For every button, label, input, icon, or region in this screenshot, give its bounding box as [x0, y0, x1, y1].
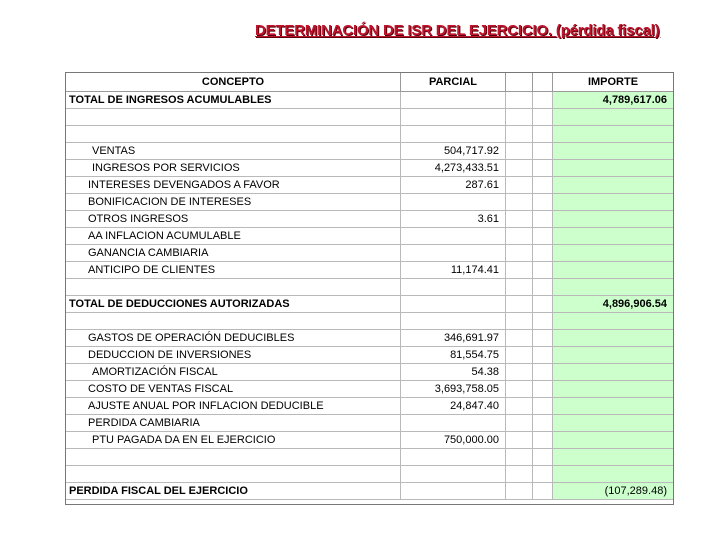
table-row	[66, 262, 674, 279]
item-label: VENTAS	[66, 143, 401, 160]
total-ingresos-row	[66, 92, 674, 109]
total-deducciones-label: TOTAL DE DEDUCCIONES AUTORIZADAS	[66, 296, 401, 313]
blank-row	[66, 313, 674, 330]
total-deducciones-value: 4,896,906.54	[553, 296, 674, 313]
table-row	[66, 415, 674, 432]
table-row	[66, 160, 674, 177]
total-deducciones-row	[66, 296, 674, 313]
header-row	[66, 73, 674, 92]
item-value: 4,273,433.51	[401, 160, 506, 177]
page-title: DETERMINACIÓN DE ISR DEL EJERCICIO. (pérdida fiscal)	[255, 22, 660, 39]
item-value: 54.38	[401, 364, 506, 381]
table-row	[66, 398, 674, 415]
item-value: 504,717.92	[401, 143, 506, 160]
table-row	[66, 432, 674, 449]
table-row	[66, 228, 674, 245]
item-value: 346,691.97	[401, 330, 506, 347]
blank-row	[66, 109, 674, 126]
item-label: AA INFLACION ACUMULABLE	[66, 228, 401, 245]
item-value	[401, 415, 506, 432]
table-row	[66, 211, 674, 228]
resultado-label: PERDIDA FISCAL DEL EJERCICIO	[66, 483, 401, 500]
table-row	[66, 194, 674, 211]
item-label: OTROS INGRESOS	[66, 211, 401, 228]
table-row	[66, 245, 674, 262]
table-row	[66, 347, 674, 364]
header-spacer	[506, 73, 533, 92]
table-row	[66, 177, 674, 194]
table-row	[66, 143, 674, 160]
item-value: 287.61	[401, 177, 506, 194]
item-value: 11,174.41	[401, 262, 506, 279]
blank-row	[66, 449, 674, 466]
item-label: PERDIDA CAMBIARIA	[66, 415, 401, 432]
item-label: INTERESES DEVENGADOS A FAVOR	[66, 177, 401, 194]
resultado-row	[66, 483, 674, 500]
item-value	[401, 194, 506, 211]
table-row	[66, 381, 674, 398]
item-label: GANANCIA CAMBIARIA	[66, 245, 401, 262]
item-label: PTU PAGADA DA EN EL EJERCICIO	[66, 432, 401, 449]
item-label: COSTO DE VENTAS FISCAL	[66, 381, 401, 398]
blank-row	[66, 279, 674, 296]
item-value: 24,847.40	[401, 398, 506, 415]
item-value	[401, 228, 506, 245]
header-importe: IMPORTE	[553, 73, 674, 92]
resultado-value: (107,289.48)	[553, 483, 674, 500]
item-value: 750,000.00	[401, 432, 506, 449]
item-value: 3.61	[401, 211, 506, 228]
item-label: GASTOS DE OPERACIÓN DEDUCIBLES	[66, 330, 401, 347]
item-label: AMORTIZACIÓN FISCAL	[66, 364, 401, 381]
total-ingresos-label: TOTAL DE INGRESOS ACUMULABLES	[66, 92, 401, 109]
item-value: 81,554.75	[401, 347, 506, 364]
header-spacer	[533, 73, 553, 92]
item-label: INGRESOS POR SERVICIOS	[66, 160, 401, 177]
item-label: DEDUCCION DE INVERSIONES	[66, 347, 401, 364]
item-label: BONIFICACION DE INTERESES	[66, 194, 401, 211]
item-value: 3,693,758.05	[401, 381, 506, 398]
table-row	[66, 330, 674, 347]
total-ingresos-value: 4,789,617.06	[553, 92, 674, 109]
item-label: AJUSTE ANUAL POR INFLACION DEDUCIBLE	[66, 398, 401, 415]
blank-row	[66, 466, 674, 483]
isr-table	[65, 72, 673, 504]
header-concepto: CONCEPTO	[66, 73, 401, 92]
blank-row	[66, 126, 674, 143]
item-label: ANTICIPO DE CLIENTES	[66, 262, 401, 279]
table-row	[66, 364, 674, 381]
item-value	[401, 245, 506, 262]
header-parcial: PARCIAL	[401, 73, 506, 92]
